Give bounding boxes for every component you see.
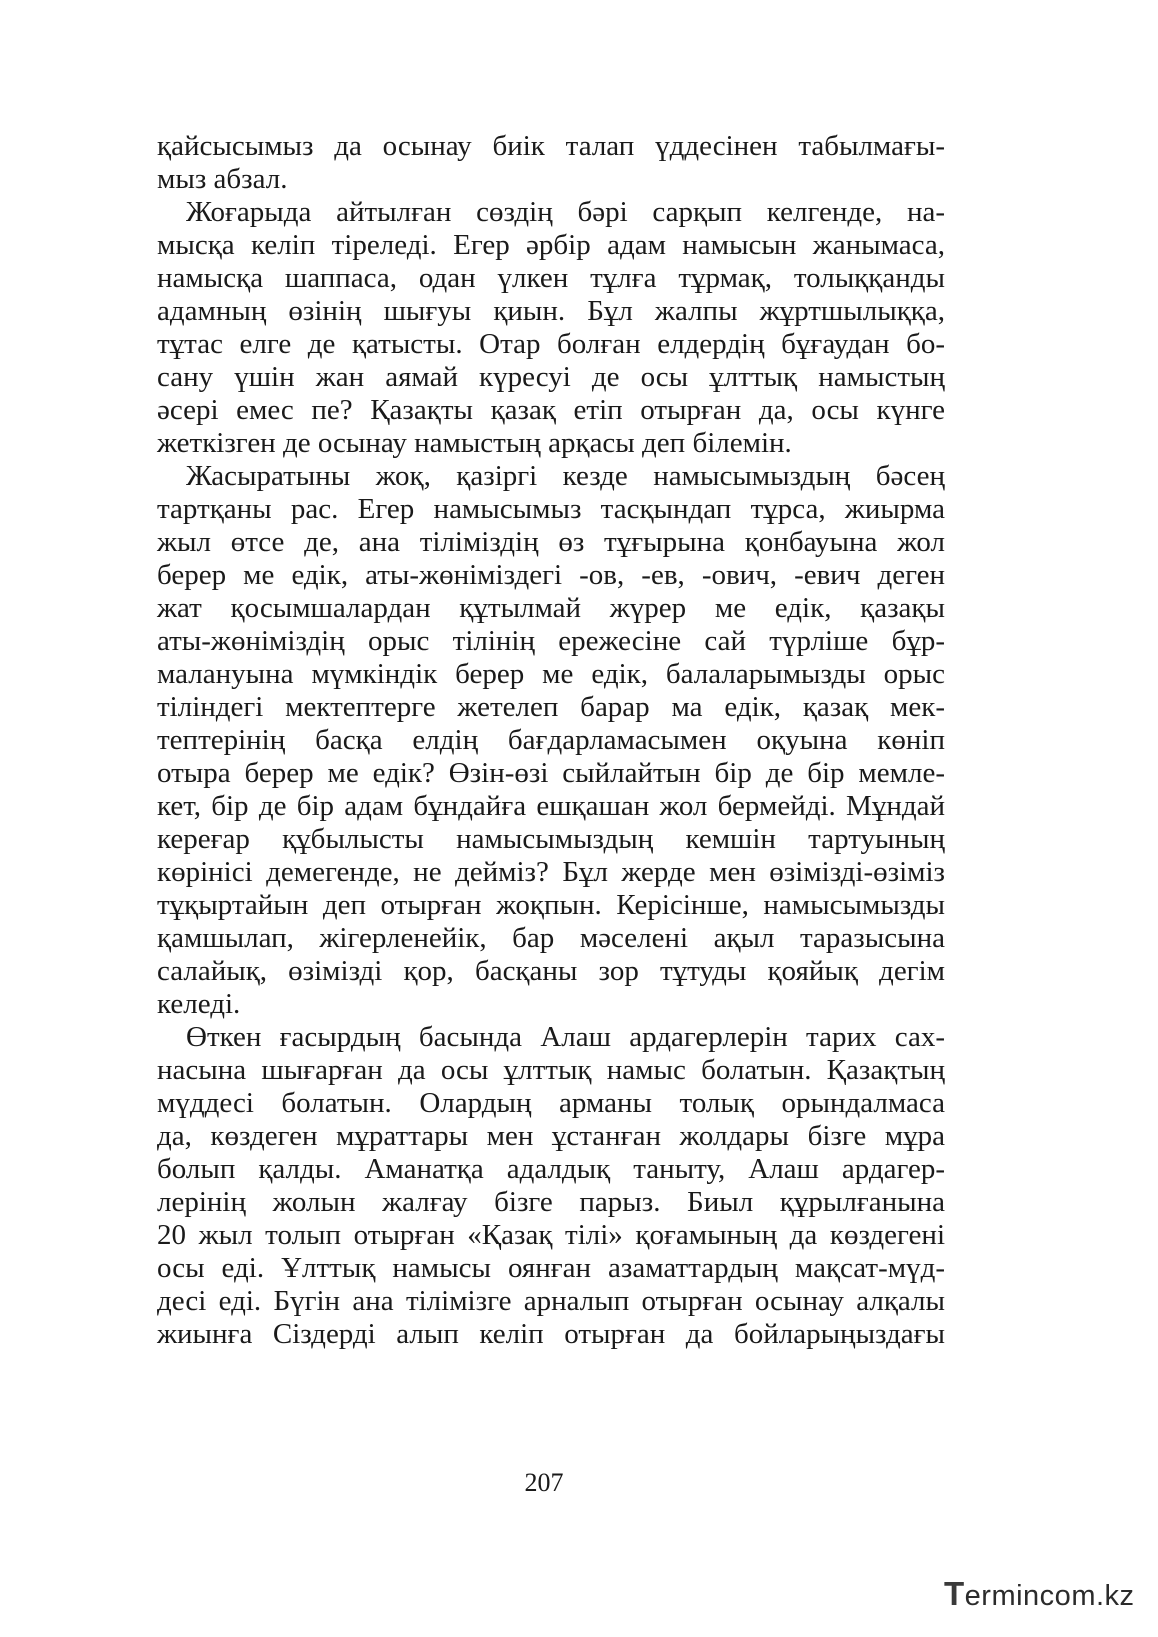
text-line: болып қалды. Аманатқа адалдық таныту, Алаш ардагер- <box>157 1153 945 1185</box>
page-body <box>157 130 945 1351</box>
text-line: мысқа келіп тіреледі. Егер әрбір адам намысын жанымаса, <box>157 229 945 261</box>
text-line: келеді. <box>157 988 241 1020</box>
text-line: әсері емес пе? Қазақты қазақ етіп отырған да, осы күнге <box>157 394 945 426</box>
text-line: мүддесі болатын. Олардың арманы толық орындалмаса <box>157 1087 945 1119</box>
watermark-logo-mark: T <box>944 1575 965 1612</box>
text-line: тартқаны рас. Егер намысымыз тасқындап тұрса, жиырма <box>157 493 945 525</box>
text-line: жиынға Сіздерді алып келіп отырған да бойларыңыздағы <box>157 1318 945 1350</box>
text-line: малануына мүмкіндік берер ме едік, балаларымызды орыс <box>157 658 945 690</box>
text-line: аты-жөніміздің орыс тілінің ережесіне сай түрліше бұр- <box>157 625 945 657</box>
text-line: салайық, өзімізді қор, басқаны зор тұтуды қояйық дегім <box>157 955 945 987</box>
watermark-logo <box>944 1574 1144 1614</box>
text-line: насына шығарған да осы ұлттық намыс болатын. Қазақтың <box>157 1054 945 1086</box>
text-line: кереғар құбылысты намысымыздың кемшін тартуының <box>157 823 945 855</box>
text-line: тұтас елге де қатысты. Отар болған елдердің бұғаудан бо- <box>157 328 945 360</box>
text-line: 20 жыл толып отырған «Қазақ тілі» қоғамының да көздегені <box>157 1219 945 1251</box>
text-line: қайсысымыз да осынау биік талап үддесінен табылмағы- <box>157 130 945 162</box>
text-line: намысқа шаппаса, одан үлкен тұлға тұрмақ, толыққанды <box>157 262 945 294</box>
text-line: мыз абзал. <box>157 163 288 195</box>
text-line: тіліндегі мектептерге жетелеп барар ма едік, қазақ мек- <box>157 691 945 723</box>
text-line: десі еді. Бүгін ана тілімізге арналып отырған осынау алқалы <box>157 1285 945 1317</box>
watermark-logo-text: ermincom.kz <box>964 1580 1135 1612</box>
text-line: адамның өзінің шығуы қиын. Бұл жалпы жұртшылыққа, <box>157 295 945 327</box>
text-line: отыра берер ме едік? Өзін-өзі сыйлайтын бір де бір мемле- <box>157 757 945 789</box>
text-line: қамшылап, жігерленейік, бар мәселені ақыл таразысына <box>157 922 945 954</box>
text-line: лерінің жолын жалғау бізге парыз. Биыл құрылғанына <box>157 1186 945 1218</box>
text-line: жеткізген де осынау намыстың арқасы деп білемін. <box>157 427 792 459</box>
page-number: 207 <box>524 1468 564 1497</box>
text-line: Жасыратыны жоқ, қазіргі кезде намысымыздың бәсең <box>186 460 945 492</box>
text-line: жат қосымшалардан құтылмай жүрер ме едік, қазақы <box>157 592 945 624</box>
text-line: тептерінің басқа елдің бағдарламасымен оқуына көніп <box>157 724 945 756</box>
text-line: Өткен ғасырдың басында Алаш ардагерлерін тарих сах- <box>186 1021 945 1053</box>
text-line: Жоғарыда айтылған сөздің бәрі сарқып келгенде, на- <box>186 196 945 228</box>
text-line: да, көздеген мұраттары мен ұстанған жолдары бізге мұра <box>157 1120 945 1152</box>
text-line: кет, бір де бір адам бұндайға ешқашан жол бермейді. Мұндай <box>157 790 945 822</box>
text-line: берер ме едік, аты-жөніміздегі -ов, -ев, -ович, -евич деген <box>157 559 945 591</box>
text-line: тұқыртайын деп отырған жоқпын. Керісінше, намысымызды <box>157 889 945 921</box>
text-line: осы еді. Ұлттық намысы оянған азаматтардың мақсат-мүд- <box>157 1252 945 1284</box>
text-line: жыл өтсе де, ана тіліміздің өз тұғырына қонбауына жол <box>157 526 945 558</box>
text-line: көрінісі демегенде, не дейміз? Бұл жерде мен өзімізді-өзіміз <box>157 856 945 888</box>
text-line: сану үшін жан аямай күресуі де осы ұлттық намыстың <box>157 361 945 393</box>
